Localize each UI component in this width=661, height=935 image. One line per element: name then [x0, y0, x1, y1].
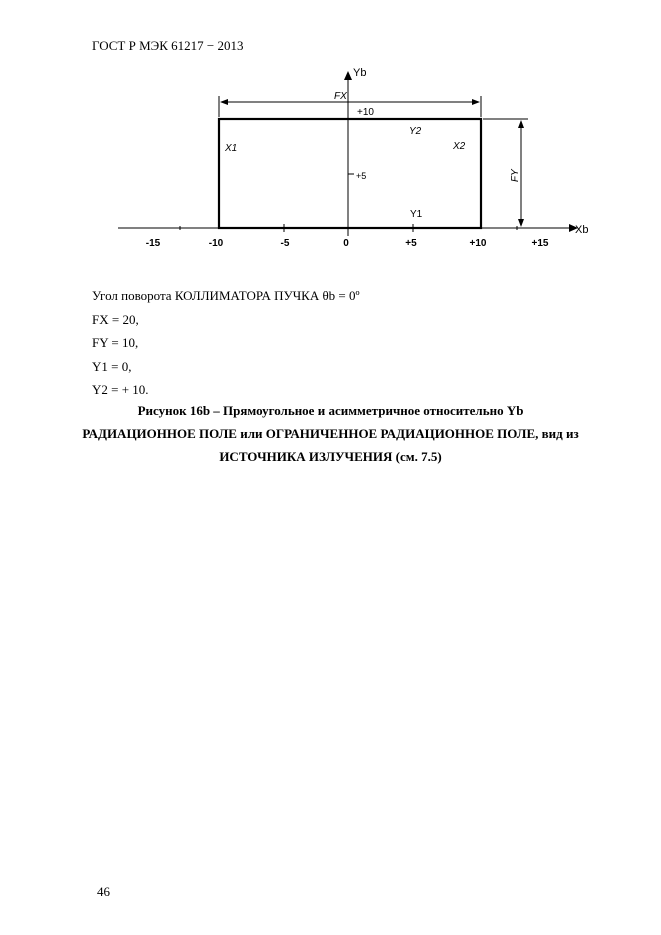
- fx-arrow-left: [220, 99, 228, 105]
- x-tick-label: -10: [208, 238, 224, 249]
- x-tick-label: +5: [405, 238, 417, 249]
- figure-caption: [0, 399, 661, 468]
- y-tick-mid-label: +5: [356, 171, 367, 181]
- x-tick-label: -15: [145, 238, 161, 249]
- rotation-angle-text: Угол поворота КОЛЛИМАТОРА ПУЧКА θb = 0º: [92, 288, 360, 303]
- fy-arrow-top: [518, 120, 524, 128]
- y-axis-label: Yb: [353, 67, 367, 79]
- x-axis-label: Xb: [575, 224, 589, 236]
- fy-value-text: FY = 10,: [92, 335, 139, 350]
- y-tick-top-label: +10: [357, 107, 374, 118]
- caption-line: РАДИАЦИОННОЕ ПОЛЕ или ОГРАНИЧЕННОЕ РАДИАЦИОННОЕ ПОЛЕ, вид из: [82, 426, 579, 441]
- y-axis-arrow: [344, 71, 352, 80]
- caption-line: ИСТОЧНИКА ИЗЛУЧЕНИЯ (см. 7.5): [219, 449, 442, 464]
- fy-label: FY: [510, 169, 521, 182]
- x2-label: X2: [453, 141, 466, 152]
- y1-label: Y1: [410, 209, 423, 220]
- fx-arrow-right: [472, 99, 480, 105]
- document-header: ГОСТ Р МЭК 61217 − 2013: [92, 38, 244, 53]
- x1-label: X1: [225, 143, 238, 154]
- page-number: 46: [97, 884, 110, 899]
- y2-label: Y2: [409, 126, 422, 137]
- fy-arrow-bottom: [518, 219, 524, 227]
- x-tick-label: +10: [469, 238, 487, 249]
- x-tick-label: -5: [280, 238, 290, 249]
- caption-line: Рисунок 16b – Прямоугольное и асимметричное относительно Yb: [137, 403, 524, 418]
- fx-value-text: FX = 20,: [92, 311, 139, 327]
- y2-value-text: Y2 = + 10.: [92, 382, 149, 397]
- parameter-list: [92, 284, 360, 402]
- fx-label: FX: [334, 91, 347, 102]
- y1-value-text: Y1 = 0,: [92, 358, 132, 374]
- field-diagram: [0, 0, 661, 280]
- x-tick-label: 0: [343, 238, 349, 249]
- x-tick-label: +15: [531, 238, 549, 249]
